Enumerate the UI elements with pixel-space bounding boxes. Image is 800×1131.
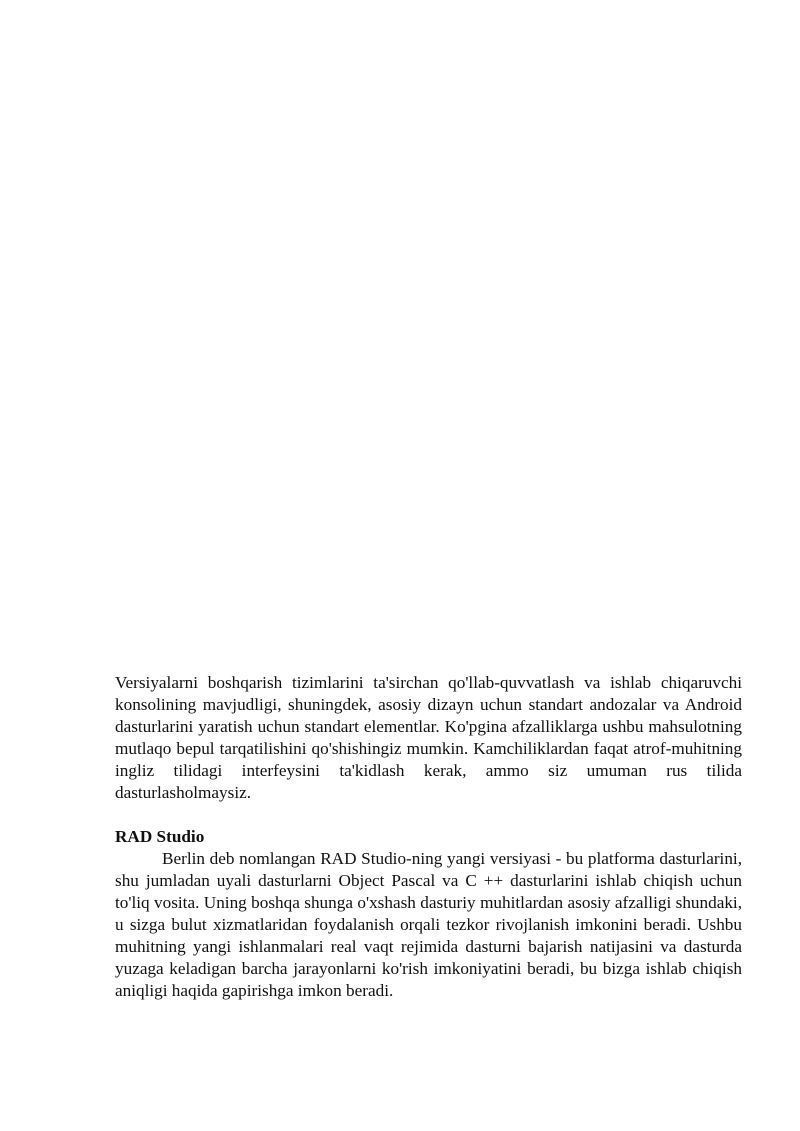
section-rad-studio	[115, 826, 742, 1002]
section-heading: RAD Studio	[115, 827, 205, 846]
text-block-top	[115, 672, 742, 804]
body-paragraph-1: Versiyalarni boshqarish tizimlarini ta'sirchan qo'llab-quvvatlash va ishlab chiqaruvchi konsolining mavjudligi, shuningdek, asosiy dizayn uchun standart andozalar va Android dasturlarini yaratish uchun standart elementlar. Ko'pgina afzalliklarga ushbu mahsulotning mutlaqo bepul tarqatilishini qo'shishingiz mumkin. Kamchiliklardan faqat atrof-muhitning ingliz tilidagi interfeysini ta'kidlash kerak, ammo siz umuman rus tilida dasturlasholmaysiz.	[115, 673, 742, 802]
body-paragraph-2: Berlin deb nomlangan RAD Studio-ning yangi versiyasi - bu platforma dasturlarini, shu jumladan uyali dasturlarni Object Pascal va C ++ dasturlarini ishlab chiqish uchun to'liq vosita. Uning boshqa shunga o'xshash dasturiy muhitlardan asosiy afzalligi shundaki, u sizga bulut xizmatlaridan foydalanish orqali tezkor rivojlanish imkonini beradi. Ushbu muhitning yangi ishlanmalari real vaqt rejimida dasturni bajarish natijasini va dasturda yuzaga keladigan barcha jarayonlarni ko'rish imkoniyatini beradi, bu bizga ishlab chiqish aniqligi haqida gapirishga imkon beradi.	[115, 849, 742, 1000]
